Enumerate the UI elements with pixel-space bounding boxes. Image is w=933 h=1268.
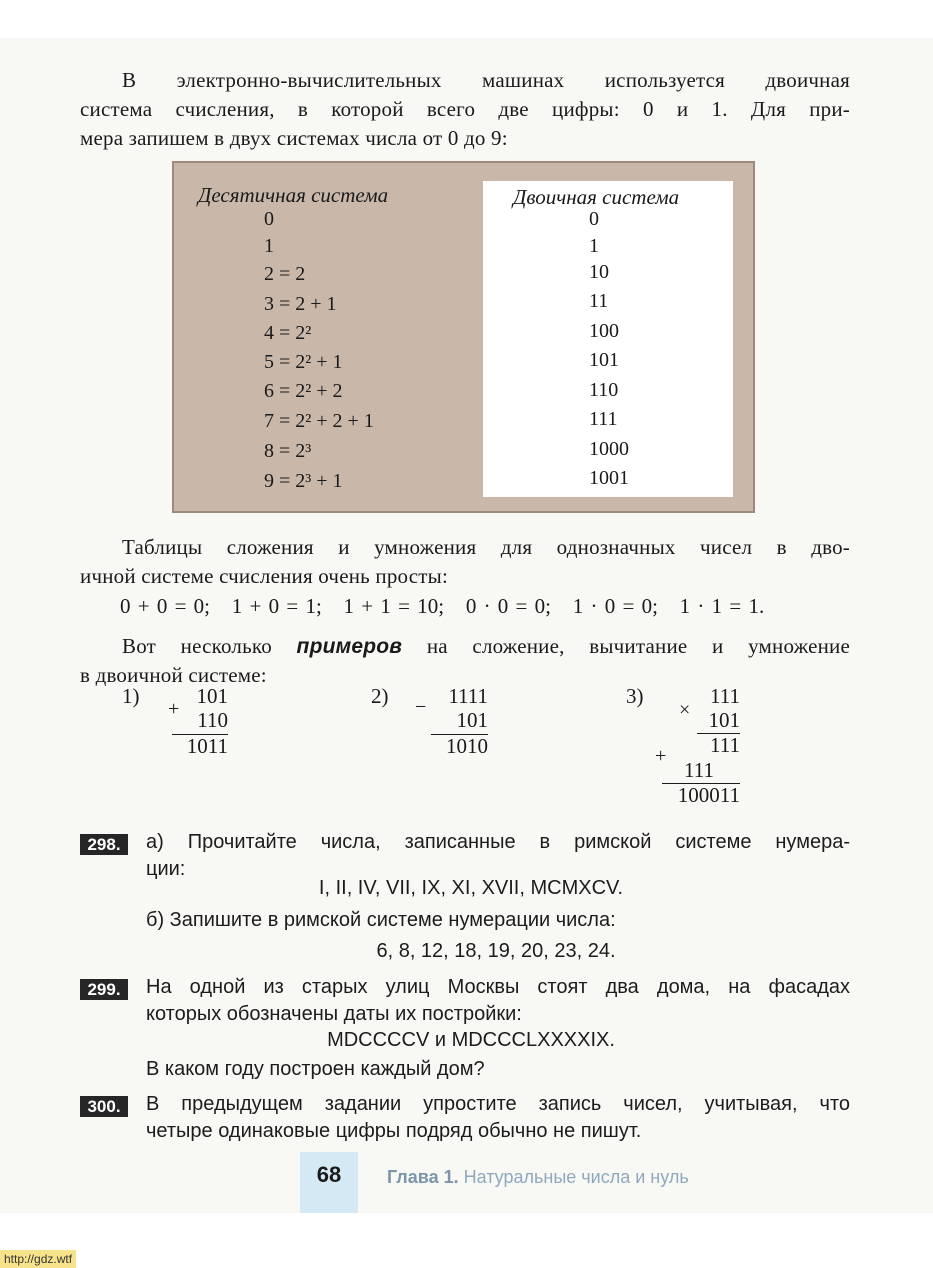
examples-emphasis: примеров: [296, 635, 403, 658]
intro-line-2: система счисления, в которой всего две цифры: 0 и 1. Для при-: [80, 97, 850, 121]
result: 100011: [677, 783, 740, 807]
intro-paragraph: [80, 66, 850, 153]
exercise-299-text: [146, 974, 850, 1028]
binary-operations-formulas: 0 + 0 = 0; 1 + 0 = 1; 1 + 1 = 10; 0 · 0 = 0; 1 · 0 = 0; 1 · 1 = 1.: [120, 594, 765, 618]
plus-sign: +: [168, 698, 180, 720]
exercise-number-299: 299.: [80, 979, 128, 1000]
binary-header: Двоичная система: [513, 185, 680, 209]
examples-text-after: на сложение, вычитание и умножение: [402, 634, 850, 658]
partial-2: 111: [684, 758, 714, 782]
binary-cell: 100: [589, 320, 619, 342]
example-label: 2): [371, 684, 389, 708]
operand-b: 110: [197, 708, 228, 732]
exercise-298-a-line-2: ции:: [146, 858, 186, 880]
exercise-299-question: В каком году построен каждый дом?: [146, 1058, 485, 1080]
exercise-298-a-line-1: а) Прочитайте числа, записанные в римской системе нумера-: [146, 831, 850, 853]
example-label: 1): [122, 684, 140, 708]
binary-cell: 11: [589, 290, 609, 312]
decimal-cell: 6 = 2² + 2: [264, 380, 343, 402]
binary-cell: 0: [589, 208, 599, 230]
binary-cell: 1: [589, 235, 599, 257]
intro-line-1: В электронно-вычислительных машинах используется двоичная: [122, 68, 850, 92]
tables-line-1: Таблицы сложения и умножения для однозначных чисел в дво-: [122, 535, 850, 559]
decimal-cell: 5 = 2² + 1: [264, 351, 343, 373]
exercise-299-line-2: которых обозначены даты их постройки:: [146, 1003, 522, 1025]
exercise-number-300: 300.: [80, 1096, 128, 1117]
operand-b: 101: [708, 708, 740, 732]
decimal-cell: 8 = 2³: [264, 440, 312, 462]
binary-cell: 10: [589, 261, 609, 283]
exercise-300-line-2: четыре одинаковые цифры подряд обычно не пишут.: [146, 1120, 642, 1142]
plus-sign: +: [655, 745, 667, 767]
tables-line-2: ичной системе счисления очень просты:: [80, 564, 448, 588]
binary-cell: 1000: [589, 438, 629, 460]
examples-line-2: в двоичной системе:: [80, 663, 267, 687]
chapter-label: Глава 1.: [387, 1167, 459, 1187]
number-systems-table: [172, 161, 755, 513]
examples-text-before: Вот несколько: [122, 634, 297, 658]
times-sign: ×: [679, 699, 691, 721]
decimal-cell: 0: [264, 208, 274, 230]
binary-cell: 111: [589, 408, 618, 430]
exercise-300-text: [146, 1091, 850, 1145]
minus-sign: −: [415, 696, 427, 718]
source-watermark: http://gdz.wtf: [0, 1250, 76, 1268]
exercise-298-b: б) Запишите в римской системе нумерации числа:: [146, 909, 616, 931]
roman-numerals-list: I, II, IV, VII, IX, XI, XVII, MCMXCV.: [318, 877, 624, 899]
examples-line-1: [80, 632, 850, 661]
binary-cell: 110: [589, 379, 619, 401]
operand-a: 111: [710, 684, 740, 708]
intro-line-3: мера запишем в двух системах числа от 0 до 9:: [80, 126, 508, 150]
decimal-cell: 7 = 2² + 2 + 1: [264, 410, 374, 432]
result: 1011: [186, 734, 228, 758]
partial-1: 111: [710, 733, 740, 757]
page-number: 68: [316, 1162, 342, 1187]
tables-paragraph: [80, 533, 850, 591]
result: 1010: [446, 734, 488, 758]
operand-a: 1111: [448, 684, 488, 708]
decimal-header: Десятичная система: [198, 183, 389, 207]
numbers-to-convert: 6, 8, 12, 18, 19, 20, 23, 24.: [376, 940, 616, 962]
binary-cell: 101: [589, 349, 619, 371]
decimal-cell: 9 = 2³ + 1: [264, 470, 343, 492]
chapter-running-head: [387, 1167, 689, 1188]
decimal-cell: 1: [264, 235, 274, 257]
decimal-cell: 3 = 2 + 1: [264, 293, 337, 315]
house-dates: MDCCCCV и MDCCCLXXXXIX.: [327, 1029, 615, 1051]
examples-paragraph: [80, 632, 850, 690]
binary-cell: 1001: [589, 467, 629, 489]
decimal-cell: 2 = 2: [264, 263, 306, 285]
chapter-title: Натуральные числа и нуль: [463, 1167, 689, 1187]
exercise-number-298: 298.: [80, 834, 128, 855]
exercise-300-line-1: В предыдущем задании упростите запись чисел, учитывая, что: [146, 1093, 850, 1115]
decimal-cell: 4 = 2²: [264, 322, 312, 344]
exercise-299-line-1: На одной из старых улиц Москвы стоят два дома, на фасадах: [146, 976, 850, 998]
example-label: 3): [626, 684, 644, 708]
operand-b: 101: [456, 708, 488, 732]
operand-a: 101: [196, 684, 228, 708]
